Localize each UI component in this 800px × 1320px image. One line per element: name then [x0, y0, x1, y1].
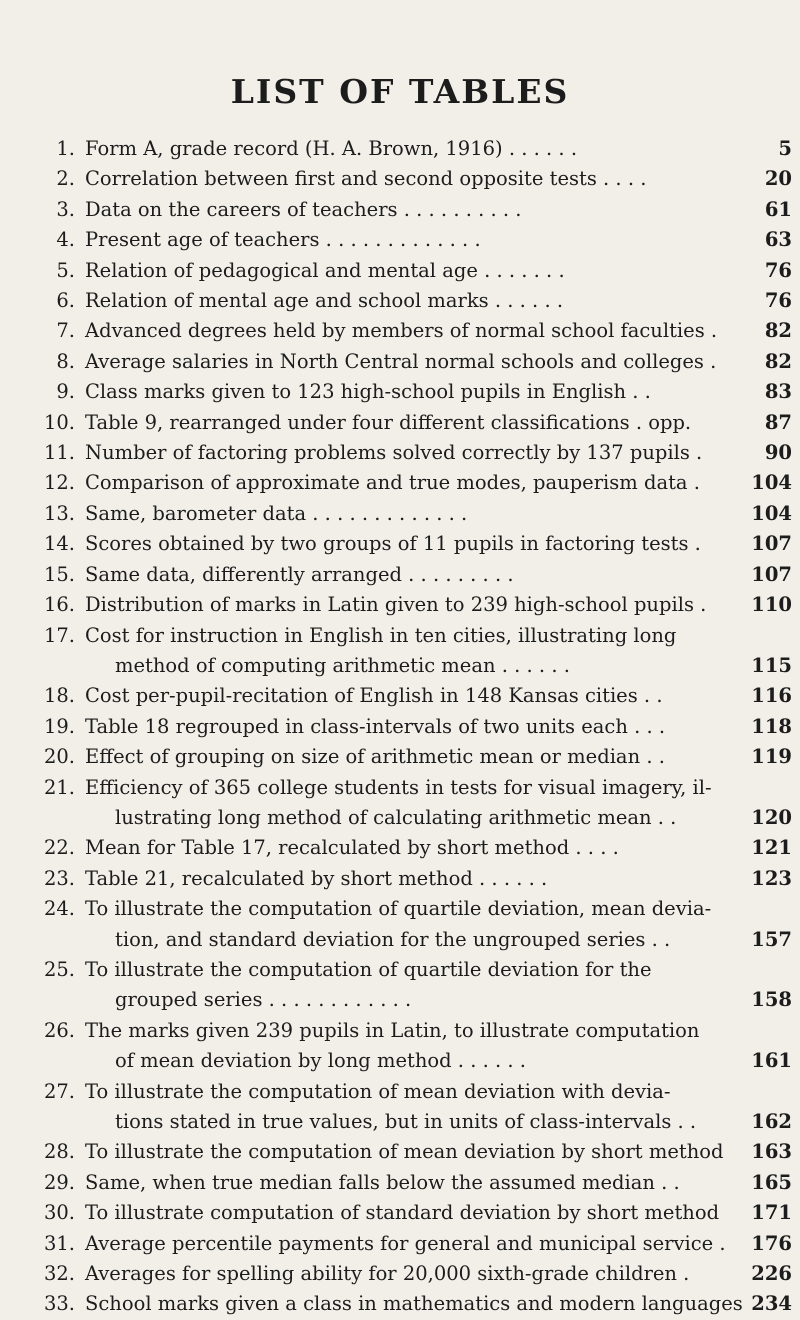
entry-number: 14. — [43, 532, 75, 556]
entry-page-number: 176 — [751, 1231, 792, 1255]
entry-number: 28. — [43, 1140, 75, 1164]
entry-title: Data on the careers of teachers . . . . . . . . . . — [85, 197, 522, 221]
entry-title: The marks given 239 pupils in Latin, to illustrate computation — [85, 1018, 700, 1042]
list-item — [10, 1289, 792, 1319]
entry-page-number: 123 — [751, 866, 792, 890]
entry-title: Relation of mental age and school marks . . . . . . — [85, 289, 564, 313]
entry-number: 7. — [56, 319, 75, 343]
entry-title: Effect of grouping on size of arithmetic mean or median . . — [85, 745, 665, 769]
entry-title: Comparison of approximate and true modes, pauperism data . — [85, 471, 700, 495]
entry-title: Form A, grade record (H. A. Brown, 1916) . . . . . . — [85, 137, 578, 160]
entry-title: Averages for spelling ability for 20,000 sixth-grade children . — [85, 1262, 690, 1286]
entry-title: Table 21, recalculated by short method . . . . . . — [85, 866, 548, 890]
entry-page-number: 163 — [751, 1140, 792, 1164]
entry-page-number: 87 — [764, 410, 792, 434]
entry-number: 21. — [43, 775, 75, 799]
entry-title: grouped series . . . . . . . . . . . . — [115, 988, 412, 1012]
entry-page-number: 83 — [764, 380, 792, 404]
entry-number: 6. — [56, 289, 75, 313]
list-item — [10, 256, 792, 286]
entry-title: Advanced degrees held by members of normal school faculties . — [85, 319, 718, 343]
list-item — [10, 833, 792, 863]
list-item — [10, 1229, 792, 1259]
list-item — [10, 286, 792, 316]
entry-page-number: 61 — [764, 197, 792, 221]
entry-page-number: 118 — [751, 714, 792, 738]
list-item — [10, 1259, 792, 1289]
list-item — [10, 134, 792, 164]
entry-title: Mean for Table 17, recalculated by short method . . . . — [85, 836, 619, 860]
entry-title: Average percentile payments for general and municipal service . — [85, 1231, 726, 1255]
entry-number: 5. — [56, 258, 75, 282]
table-of-contents-list — [10, 134, 792, 1320]
list-item — [10, 438, 792, 468]
entry-number: 24. — [43, 897, 75, 921]
entry-page-number: 116 — [751, 684, 792, 708]
entry-title: To illustrate computation of standard deviation by short method — [85, 1201, 720, 1225]
entry-number: 32. — [43, 1262, 75, 1286]
list-item — [10, 560, 792, 590]
entry-page-number: 121 — [751, 836, 792, 860]
list-item — [10, 681, 792, 711]
entry-number: 4. — [56, 228, 75, 252]
entry-page-number: 161 — [751, 1049, 792, 1073]
entry-page-number: 76 — [764, 258, 792, 282]
entry-page-number: 158 — [751, 988, 792, 1012]
entry-page-number: 20 — [764, 167, 792, 191]
list-item — [10, 1016, 792, 1046]
entry-title: Same data, differently arranged . . . . . . . . . — [85, 562, 514, 586]
entry-page-number: 90 — [764, 441, 792, 465]
list-item — [10, 529, 792, 559]
entry-page-number: 115 — [751, 653, 792, 677]
entry-title: Scores obtained by two groups of 11 pupils in factoring tests . — [85, 532, 701, 556]
entry-page-number: 157 — [751, 927, 792, 951]
entry-number: 25. — [43, 957, 75, 981]
entry-title: To illustrate the computation of quartile deviation for the — [85, 957, 652, 981]
entry-page-number: 107 — [751, 562, 792, 586]
list-item — [10, 712, 792, 742]
entry-title: To illustrate the computation of mean deviation with devia- — [85, 1079, 671, 1103]
list-item — [10, 316, 792, 346]
entry-title: lustrating long method of calculating arithmetic mean . . — [115, 805, 677, 829]
entry-number: 26. — [43, 1018, 75, 1042]
entry-number: 18. — [43, 684, 75, 708]
entry-page-number: 120 — [751, 805, 792, 829]
list-item — [10, 955, 792, 985]
list-item — [10, 590, 792, 620]
entry-number: 29. — [43, 1170, 75, 1194]
entry-title: Average salaries in North Central normal schools and colleges . — [85, 349, 717, 373]
entry-page-number: 82 — [764, 349, 792, 373]
entry-page-number: 171 — [751, 1201, 792, 1225]
list-item — [10, 1168, 792, 1198]
entry-number: 16. — [43, 593, 75, 617]
entry-title: of mean deviation by long method . . . . . . — [115, 1049, 526, 1073]
entry-title: Cost for instruction in English in ten cities, illustrating long — [85, 623, 677, 647]
entry-title: Relation of pedagogical and mental age . . . . . . . — [85, 258, 565, 282]
list-item — [10, 864, 792, 894]
entry-page-number: 165 — [751, 1170, 792, 1194]
entry-page-number: 119 — [751, 745, 792, 769]
entry-title: Same, when true median falls below the assumed median . . — [85, 1170, 680, 1194]
entry-number: 13. — [43, 501, 75, 525]
list-item — [10, 377, 792, 407]
list-item-continuation — [10, 651, 792, 681]
page-title: LIST OF TABLES — [230, 72, 570, 111]
list-item — [10, 468, 792, 498]
entry-title: method of computing arithmetic mean . . . . . . — [115, 653, 570, 677]
entry-title: Cost per-pupil-recitation of English in 148 Kansas cities . . — [85, 684, 663, 708]
entry-title: Correlation between first and second opposite tests . . . . — [85, 167, 647, 191]
entry-page-number: 76 — [764, 289, 792, 313]
list-item-continuation — [10, 1107, 792, 1137]
entry-number: 19. — [43, 714, 75, 738]
entry-page-number: 162 — [751, 1110, 792, 1133]
list-item — [10, 195, 792, 225]
entry-page-number: 104 — [751, 471, 792, 495]
entry-title: To illustrate the computation of quartile deviation, mean devia- — [85, 897, 712, 921]
list-item — [10, 1198, 792, 1228]
list-item — [10, 894, 792, 924]
entry-number: 1. — [56, 137, 75, 160]
list-item — [10, 499, 792, 529]
entry-title: Table 18 regrouped in class-intervals of two units each . . . — [85, 714, 666, 738]
entry-title: Same, barometer data . . . . . . . . . . . . . — [85, 501, 468, 525]
entry-number: 3. — [56, 197, 75, 221]
entry-number: 31. — [43, 1231, 75, 1255]
list-item — [10, 408, 792, 438]
entry-number: 10. — [43, 410, 75, 434]
entry-number: 8. — [56, 349, 75, 373]
entry-number: 23. — [43, 866, 75, 890]
entry-number: 12. — [43, 471, 75, 495]
list-item-continuation — [10, 925, 792, 955]
list-item — [10, 1077, 792, 1107]
list-item-continuation — [10, 985, 792, 1015]
entry-title: To illustrate the computation of mean deviation by short method — [85, 1140, 724, 1164]
entry-number: 15. — [43, 562, 75, 586]
entry-page-number: 104 — [751, 501, 792, 525]
entry-number: 27. — [43, 1079, 75, 1103]
list-item — [10, 742, 792, 772]
entry-title: Table 9, rearranged under four different classifications . opp. — [85, 410, 692, 434]
list-item — [10, 347, 792, 377]
entry-page-number: 82 — [764, 319, 792, 343]
entry-number: 9. — [56, 380, 75, 404]
entry-title: Distribution of marks in Latin given to 239 high-school pupils . — [85, 593, 707, 617]
entry-title: Class marks given to 123 high-school pupils in English . . — [85, 380, 651, 404]
list-item — [10, 164, 792, 194]
entry-number: 33. — [43, 1292, 75, 1316]
entry-page-number: 234 — [751, 1292, 792, 1316]
entry-number: 22. — [43, 836, 75, 860]
list-item — [10, 773, 792, 803]
entry-title: Number of factoring problems solved correctly by 137 pupils . — [85, 441, 703, 465]
entry-page-number: 226 — [751, 1262, 792, 1286]
entry-number: 11. — [43, 441, 75, 465]
entry-title: School marks given a class in mathematics and modern languages — [85, 1292, 743, 1316]
entry-number: 17. — [43, 623, 75, 647]
list-item — [10, 225, 792, 255]
entry-number: 2. — [56, 167, 75, 191]
list-item — [10, 621, 792, 651]
entry-title: tions stated in true values, but in units of class-intervals . . — [115, 1110, 697, 1133]
list-item-continuation — [10, 803, 792, 833]
entry-number: 30. — [43, 1201, 75, 1225]
entry-page-number: 107 — [751, 532, 792, 556]
list-item-continuation — [10, 1046, 792, 1076]
entry-title: Present age of teachers . . . . . . . . . . . . . — [85, 228, 481, 252]
entry-page-number: 110 — [751, 593, 792, 617]
entry-page-number: 63 — [764, 228, 792, 252]
entry-title: tion, and standard deviation for the ungrouped series . . — [115, 927, 671, 951]
entry-page-number: 5 — [778, 137, 792, 160]
list-item — [10, 1137, 792, 1167]
entry-title: Efficiency of 365 college students in tests for visual imagery, il- — [85, 775, 712, 799]
entry-number: 20. — [43, 745, 75, 769]
